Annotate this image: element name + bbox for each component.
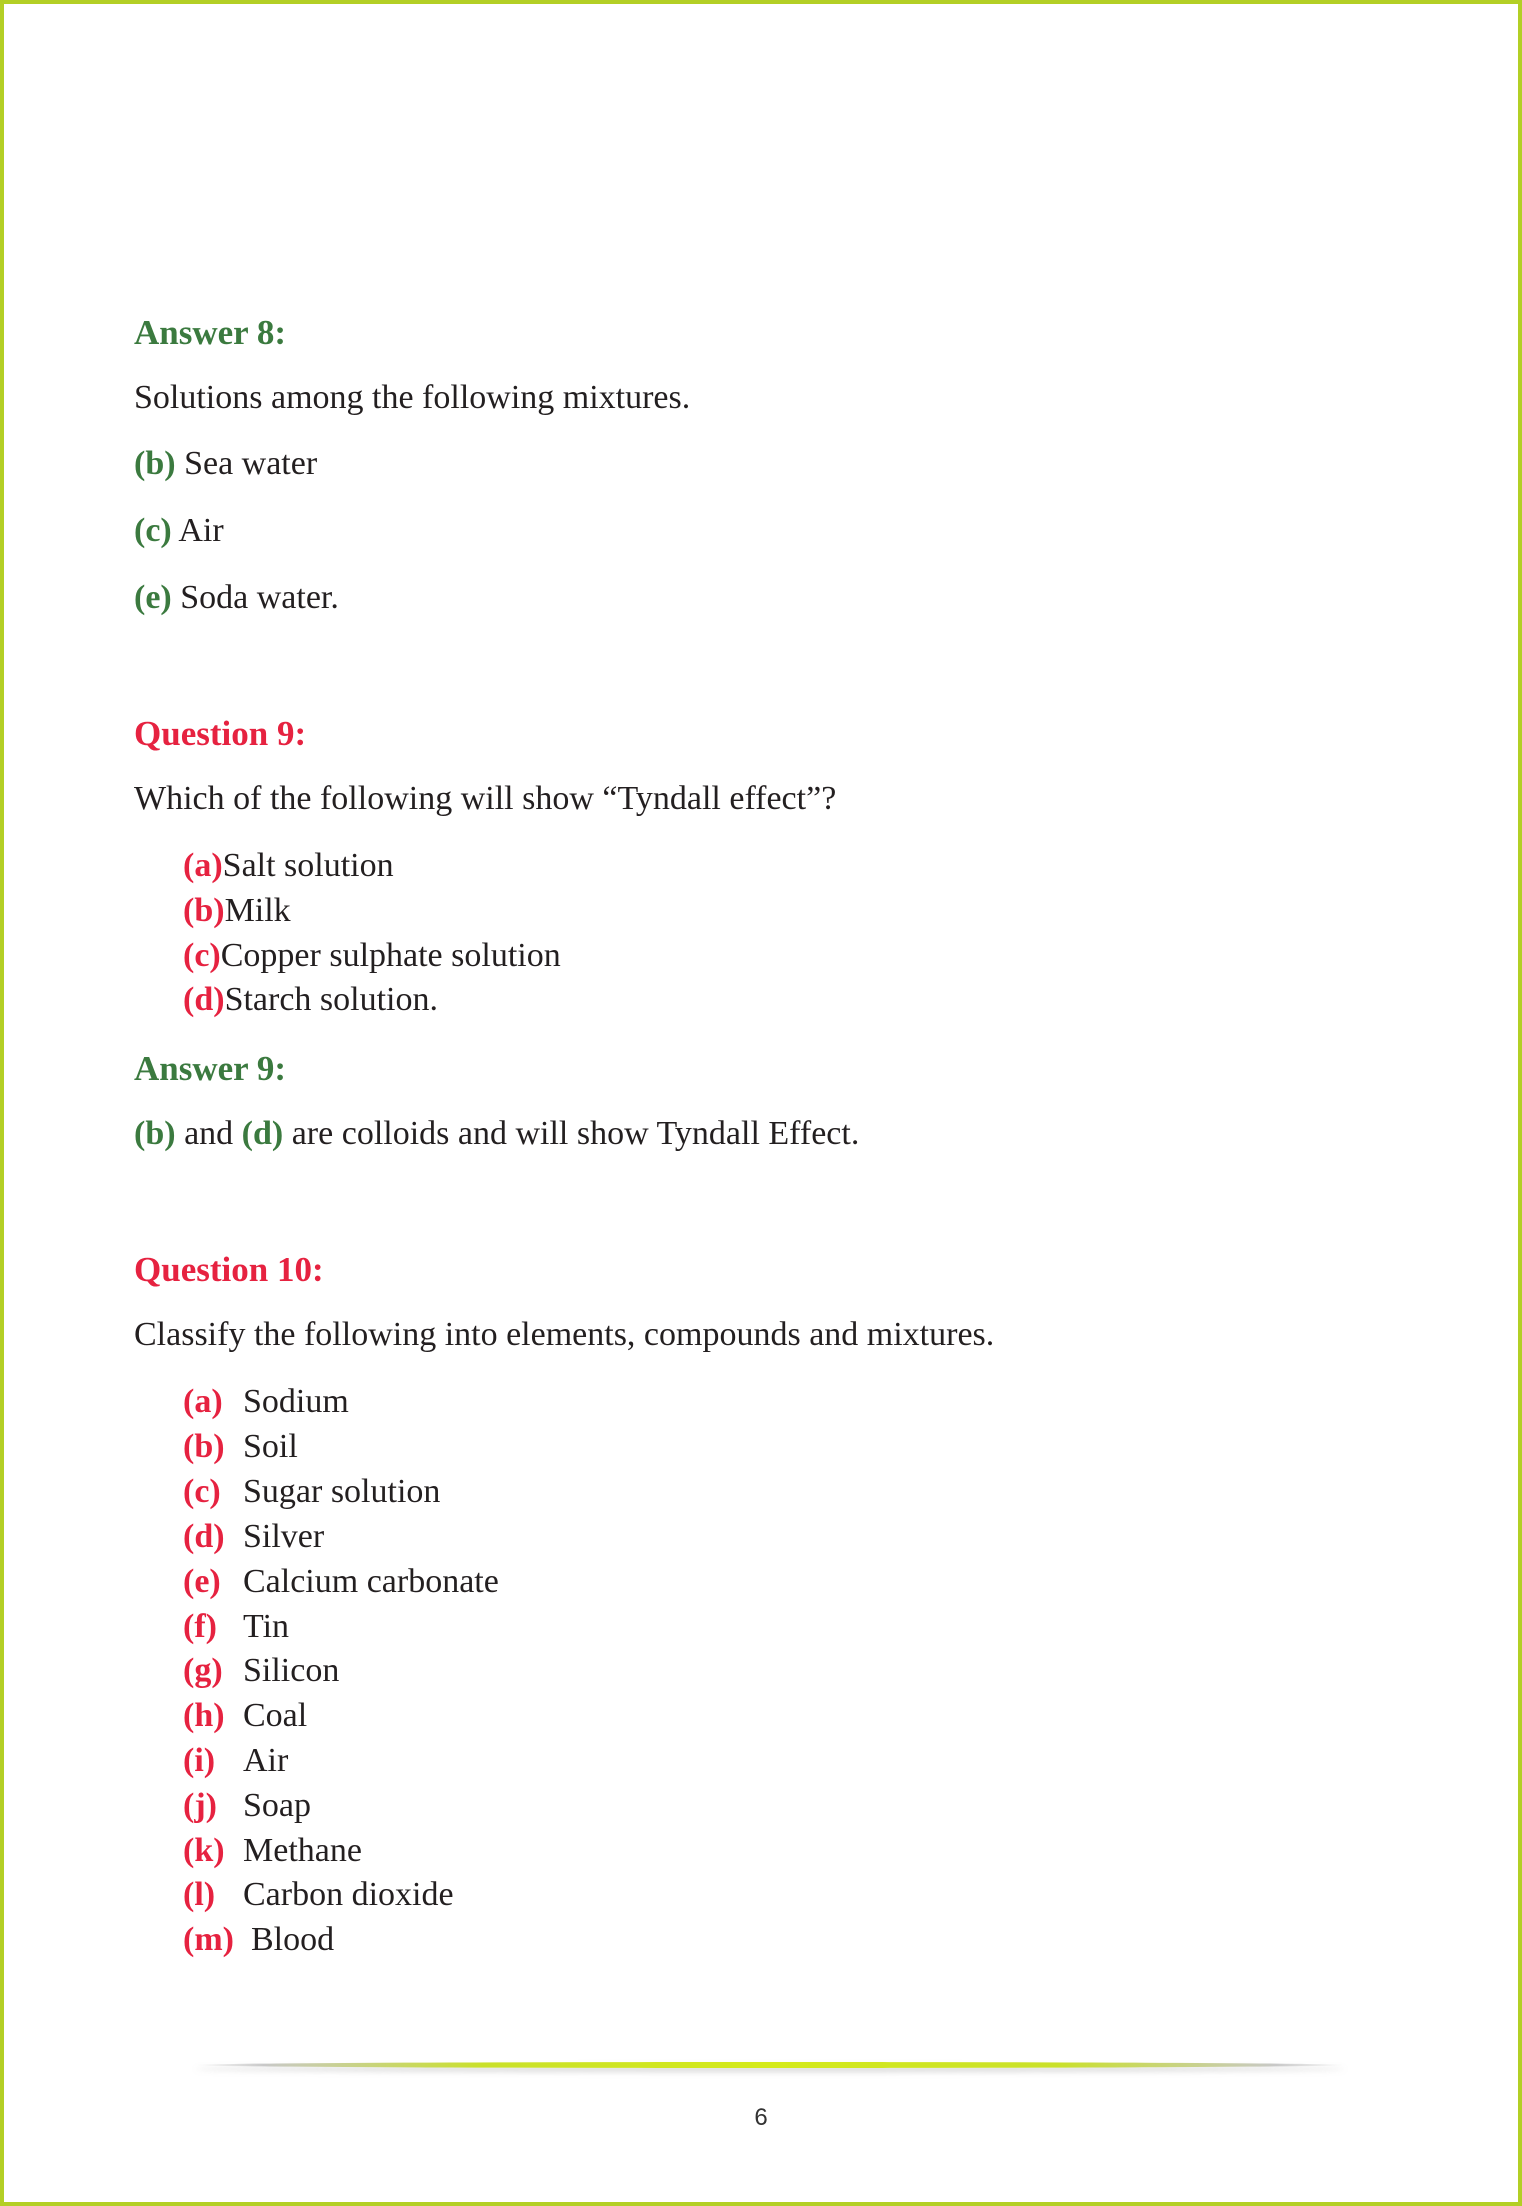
question-9-option <box>183 894 291 928</box>
option-text: Methane <box>243 1832 362 1869</box>
option-text: Copper sulphate solution <box>220 937 561 974</box>
question-10-option <box>183 1520 324 1554</box>
page-number: 6 <box>754 2104 768 2131</box>
question-10-option <box>183 1565 499 1599</box>
option-label: (c) <box>183 937 221 974</box>
answer-8-item <box>134 581 339 615</box>
answer-9-text <box>134 1117 859 1151</box>
question-10-option <box>183 1610 289 1644</box>
answer-8-intro: Solutions among the following mixtures. <box>134 379 691 416</box>
item-label: (b) <box>134 445 176 482</box>
option-text: Milk <box>224 892 291 929</box>
option-text: Coal <box>243 1697 308 1734</box>
option-label: (i) <box>183 1742 216 1779</box>
option-text: Sodium <box>243 1383 349 1420</box>
option-text: Soap <box>243 1787 311 1824</box>
answer-8-item <box>134 514 224 548</box>
option-label: (l) <box>183 1876 216 1913</box>
question-10-heading: Question 10: <box>134 1250 324 1289</box>
option-label: (f) <box>183 1608 217 1645</box>
option-text: Tin <box>243 1608 290 1645</box>
answer-connector: and <box>175 1115 242 1152</box>
question-10-option <box>183 1923 334 1957</box>
option-label: (c) <box>183 1473 221 1510</box>
answer-8-item <box>134 447 317 481</box>
question-9-option <box>183 939 561 973</box>
answer-label: (b) <box>134 1115 176 1152</box>
item-text: Air <box>178 512 224 549</box>
option-text: Sugar solution <box>243 1473 441 1510</box>
item-text: Sea water <box>184 445 318 482</box>
question-9-heading: Question 9: <box>134 714 307 753</box>
question-10-option <box>183 1430 298 1464</box>
option-label: (d) <box>183 1518 225 1555</box>
footer-divider <box>195 2062 1345 2068</box>
question-10-option <box>183 1699 307 1733</box>
option-label: (m) <box>183 1921 234 1958</box>
answer-9-heading: Answer 9: <box>134 1049 286 1088</box>
question-10-prompt: Classify the following into elements, compounds and mixtures. <box>134 1316 995 1353</box>
option-text: Calcium carbonate <box>243 1563 499 1600</box>
option-label: (j) <box>183 1787 217 1824</box>
option-label: (a) <box>183 1383 223 1420</box>
question-10-option <box>183 1834 362 1868</box>
question-9-option <box>183 983 438 1017</box>
option-label: (e) <box>183 1563 221 1600</box>
option-label: (g) <box>183 1652 223 1689</box>
option-label: (b) <box>183 892 225 929</box>
option-label: (d) <box>183 981 225 1018</box>
answer-8-heading: Answer 8: <box>134 313 286 352</box>
question-10-option <box>183 1789 311 1823</box>
item-label: (e) <box>134 579 172 616</box>
item-text: Soda water. <box>180 579 339 616</box>
question-9-prompt: Which of the following will show “Tyndall effect”? <box>134 780 837 817</box>
option-text: Soil <box>243 1428 298 1465</box>
option-label: (a) <box>183 847 223 884</box>
question-10-option <box>183 1744 288 1778</box>
item-label: (c) <box>134 512 172 549</box>
option-text: Silicon <box>243 1652 340 1689</box>
option-text: Salt solution <box>222 847 394 884</box>
option-text: Starch solution. <box>224 981 438 1018</box>
question-10-option <box>183 1475 440 1509</box>
question-9-option <box>183 849 394 883</box>
option-label: (k) <box>183 1832 225 1869</box>
option-text: Air <box>243 1742 289 1779</box>
answer-explanation: are colloids and will show Tyndall Effect. <box>283 1115 860 1152</box>
question-10-option <box>183 1878 454 1912</box>
option-label: (h) <box>183 1697 225 1734</box>
question-10-option <box>183 1385 349 1419</box>
option-text: Blood <box>251 1921 335 1958</box>
question-10-option <box>183 1654 339 1688</box>
option-label: (b) <box>183 1428 225 1465</box>
option-text: Silver <box>243 1518 325 1555</box>
option-text: Carbon dioxide <box>243 1876 454 1913</box>
answer-label: (d) <box>241 1115 284 1152</box>
